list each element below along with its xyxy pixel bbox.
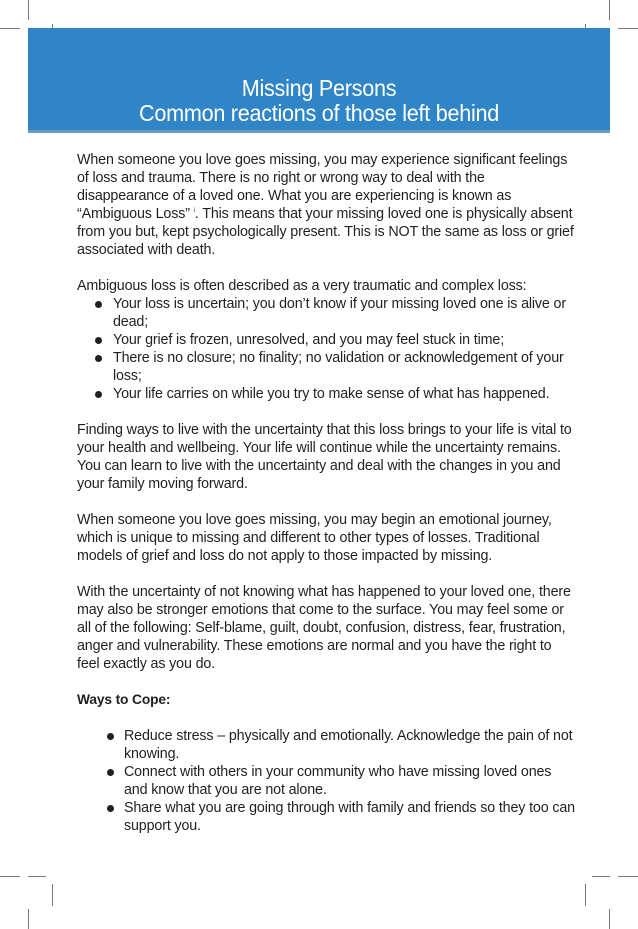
crop-mark xyxy=(609,909,610,929)
ways-to-cope-heading: Ways to Cope: xyxy=(77,692,171,707)
finding-ways-paragraph: Finding ways to live with the uncertainty that this loss brings to your life is vital to your health and wellbeing. Your life will continue while the uncertainty remains. You can learn to live with the uncertainty and deal with the changes in you and your family moving forward. xyxy=(77,422,572,492)
document-body xyxy=(77,151,577,835)
list-item: Your grief is frozen, unresolved, and you may feel stuck in time; xyxy=(77,331,577,349)
list-item: Share what you are going through with family and friends so they too can support you. xyxy=(77,799,577,835)
intro-paragraph xyxy=(77,151,577,259)
crop-mark xyxy=(609,0,610,20)
crop-mark xyxy=(28,0,29,20)
ambiguous-loss-list xyxy=(77,295,577,403)
list-item: Your loss is uncertain; you don’t know if your missing loved one is alive or dead; xyxy=(77,295,577,331)
ways-to-cope-list xyxy=(77,727,577,835)
footnote-marker: i xyxy=(193,208,195,215)
crop-mark xyxy=(585,884,586,906)
intro-text-continued: . This means that your missing loved one is physically absent from you but, kept psychologically present. This is NOT the same as loss or grief associated with death. xyxy=(77,206,574,258)
emotional-journey-paragraph: When someone you love goes missing, you may begin an emotional journey, which is unique to missing and different to other types of losses. Traditional models of grief and loss do not apply to those impacted by missing. xyxy=(77,512,552,564)
crop-mark xyxy=(592,876,610,877)
ambiguous-loss-lead: Ambiguous loss is often described as a very traumatic and complex loss: xyxy=(77,278,527,294)
emotions-paragraph: With the uncertainty of not knowing what has happened to your loved one, there may also be stronger emotions that come to the surface. You may feel some or all of the following: Self-blame, guilt, doubt, confusion, distress, fear, frustration, anger and vulnerability. These emotions are normal and you have the right to feel exactly as you do. xyxy=(77,584,571,672)
crop-mark xyxy=(28,876,46,877)
crop-mark xyxy=(0,28,20,29)
title-line-1: Missing Persons xyxy=(241,75,397,101)
crop-mark xyxy=(618,876,638,877)
list-item: Reduce stress – physically and emotionally. Acknowledge the pain of not knowing. xyxy=(77,727,577,763)
crop-mark xyxy=(618,28,638,29)
list-item: There is no closure; no finality; no validation or acknowledgement of your loss; xyxy=(77,349,577,385)
page-title xyxy=(51,76,586,126)
crop-mark xyxy=(0,876,20,877)
list-item: Connect with others in your community who have missing loved ones and know that you are not alone. xyxy=(77,763,577,799)
crop-mark xyxy=(28,909,29,929)
intro-text: When someone you love goes missing, you may experience significant feelings of loss and trauma. There is no right or wrong way to deal with the disappearance of a loved one. What you are experiencing is known as “Ambiguous Loss” xyxy=(77,152,568,222)
title-line-2: Common reactions of those left behind xyxy=(139,100,499,126)
crop-mark xyxy=(52,884,53,906)
list-item: Your life carries on while you try to make sense of what has happened. xyxy=(77,385,577,403)
header-banner xyxy=(28,28,610,133)
